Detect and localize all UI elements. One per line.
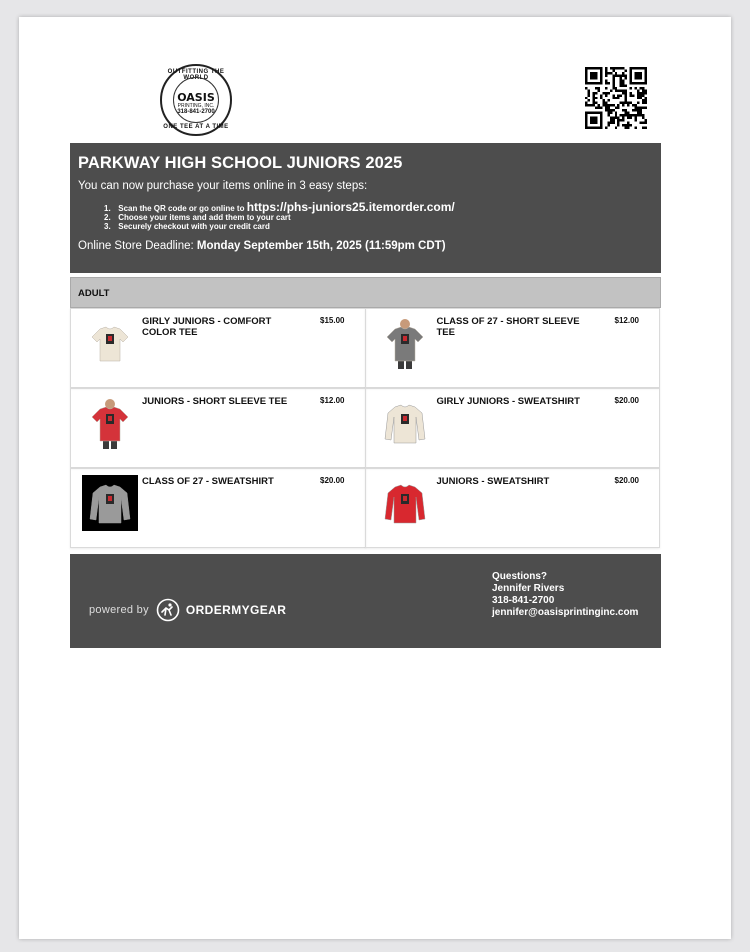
step-text: Securely checkout with your credit card xyxy=(118,222,270,231)
ordermygear-logo-icon xyxy=(156,598,180,622)
product-name[interactable]: CLASS OF 27 - SHORT SLEEVE TEE xyxy=(436,316,580,338)
product-name[interactable]: JUNIORS - SWEATSHIRT xyxy=(436,476,550,487)
product-row xyxy=(70,388,661,468)
logo-name: OASIS xyxy=(177,91,215,104)
logo-sub: PRINTING, INC. xyxy=(177,103,215,109)
product-image[interactable] xyxy=(377,395,433,451)
powered-by-label: powered by xyxy=(89,604,149,616)
step-text: Scan the QR code or go online to xyxy=(118,204,245,213)
product-card[interactable] xyxy=(365,308,661,388)
contact-phone[interactable]: 318-841-2700 xyxy=(492,595,555,606)
product-card[interactable] xyxy=(70,468,366,548)
ordermygear-wordmark: ORDERMYGEAR xyxy=(185,603,287,617)
step-number: 1. xyxy=(104,204,111,213)
product-grid xyxy=(70,308,661,548)
contact-name: Jennifer Rivers xyxy=(492,583,565,594)
step-3 xyxy=(104,222,653,231)
logo-ring-top-text: OUTFITTING THE WORLD xyxy=(167,69,225,81)
product-row xyxy=(70,468,661,548)
product-name[interactable]: GIRLY JUNIORS - COMFORT COLOR TEE xyxy=(142,316,272,338)
product-image[interactable] xyxy=(82,395,138,451)
page-title: PARKWAY HIGH SCHOOL JUNIORS 2025 xyxy=(78,154,403,172)
steps-list xyxy=(104,200,653,231)
product-card[interactable] xyxy=(365,388,661,468)
product-price: $20.00 xyxy=(614,476,639,485)
contact-email[interactable]: jennifer@oasisprintinginc.com xyxy=(492,607,639,618)
step-number: 3. xyxy=(104,222,111,231)
product-price: $20.00 xyxy=(320,476,345,485)
product-card[interactable] xyxy=(365,468,661,548)
step-number: 2. xyxy=(104,213,111,222)
deadline xyxy=(78,240,653,252)
step-text: Choose your items and add them to your cart xyxy=(118,213,291,222)
product-card[interactable] xyxy=(70,308,366,388)
footer xyxy=(70,554,661,648)
logo-ring-bottom-text: ONE TEE AT A TIME xyxy=(163,124,229,130)
step-2 xyxy=(104,213,653,222)
powered-by-ordermygear[interactable] xyxy=(89,598,286,622)
product-image[interactable] xyxy=(377,475,433,531)
store-url-link[interactable]: https://phs-juniors25.itemorder.com/ xyxy=(246,200,455,214)
product-name[interactable]: CLASS OF 27 - SWEATSHIRT xyxy=(142,476,274,487)
logo-phone: 318-841-2700 xyxy=(177,109,215,115)
document-page xyxy=(19,17,731,939)
deadline-value: Monday September 15th, 2025 (11:59pm CDT) xyxy=(196,240,446,252)
product-image[interactable] xyxy=(82,475,138,531)
contact-info xyxy=(492,571,638,619)
product-image[interactable] xyxy=(82,315,138,371)
product-image[interactable] xyxy=(377,315,433,371)
product-name[interactable]: JUNIORS - SHORT SLEEVE TEE xyxy=(142,396,288,407)
product-price: $12.00 xyxy=(320,396,345,405)
product-price: $15.00 xyxy=(320,316,345,325)
product-price: $20.00 xyxy=(614,396,639,405)
product-name[interactable]: GIRLY JUNIORS - SWEATSHIRT xyxy=(436,396,580,407)
step-1 xyxy=(104,200,653,214)
product-row xyxy=(70,308,661,388)
header-intro: You can now purchase your items online in 3 easy steps: xyxy=(78,180,368,192)
deadline-label: Online Store Deadline: xyxy=(78,240,194,252)
questions-label: Questions? xyxy=(492,571,548,582)
store-header xyxy=(70,143,661,273)
oasis-printing-logo xyxy=(160,64,232,136)
product-price: $12.00 xyxy=(614,316,639,325)
product-card[interactable] xyxy=(70,388,366,468)
qr-code[interactable] xyxy=(585,67,647,129)
section-header-adult: ADULT xyxy=(70,277,661,308)
